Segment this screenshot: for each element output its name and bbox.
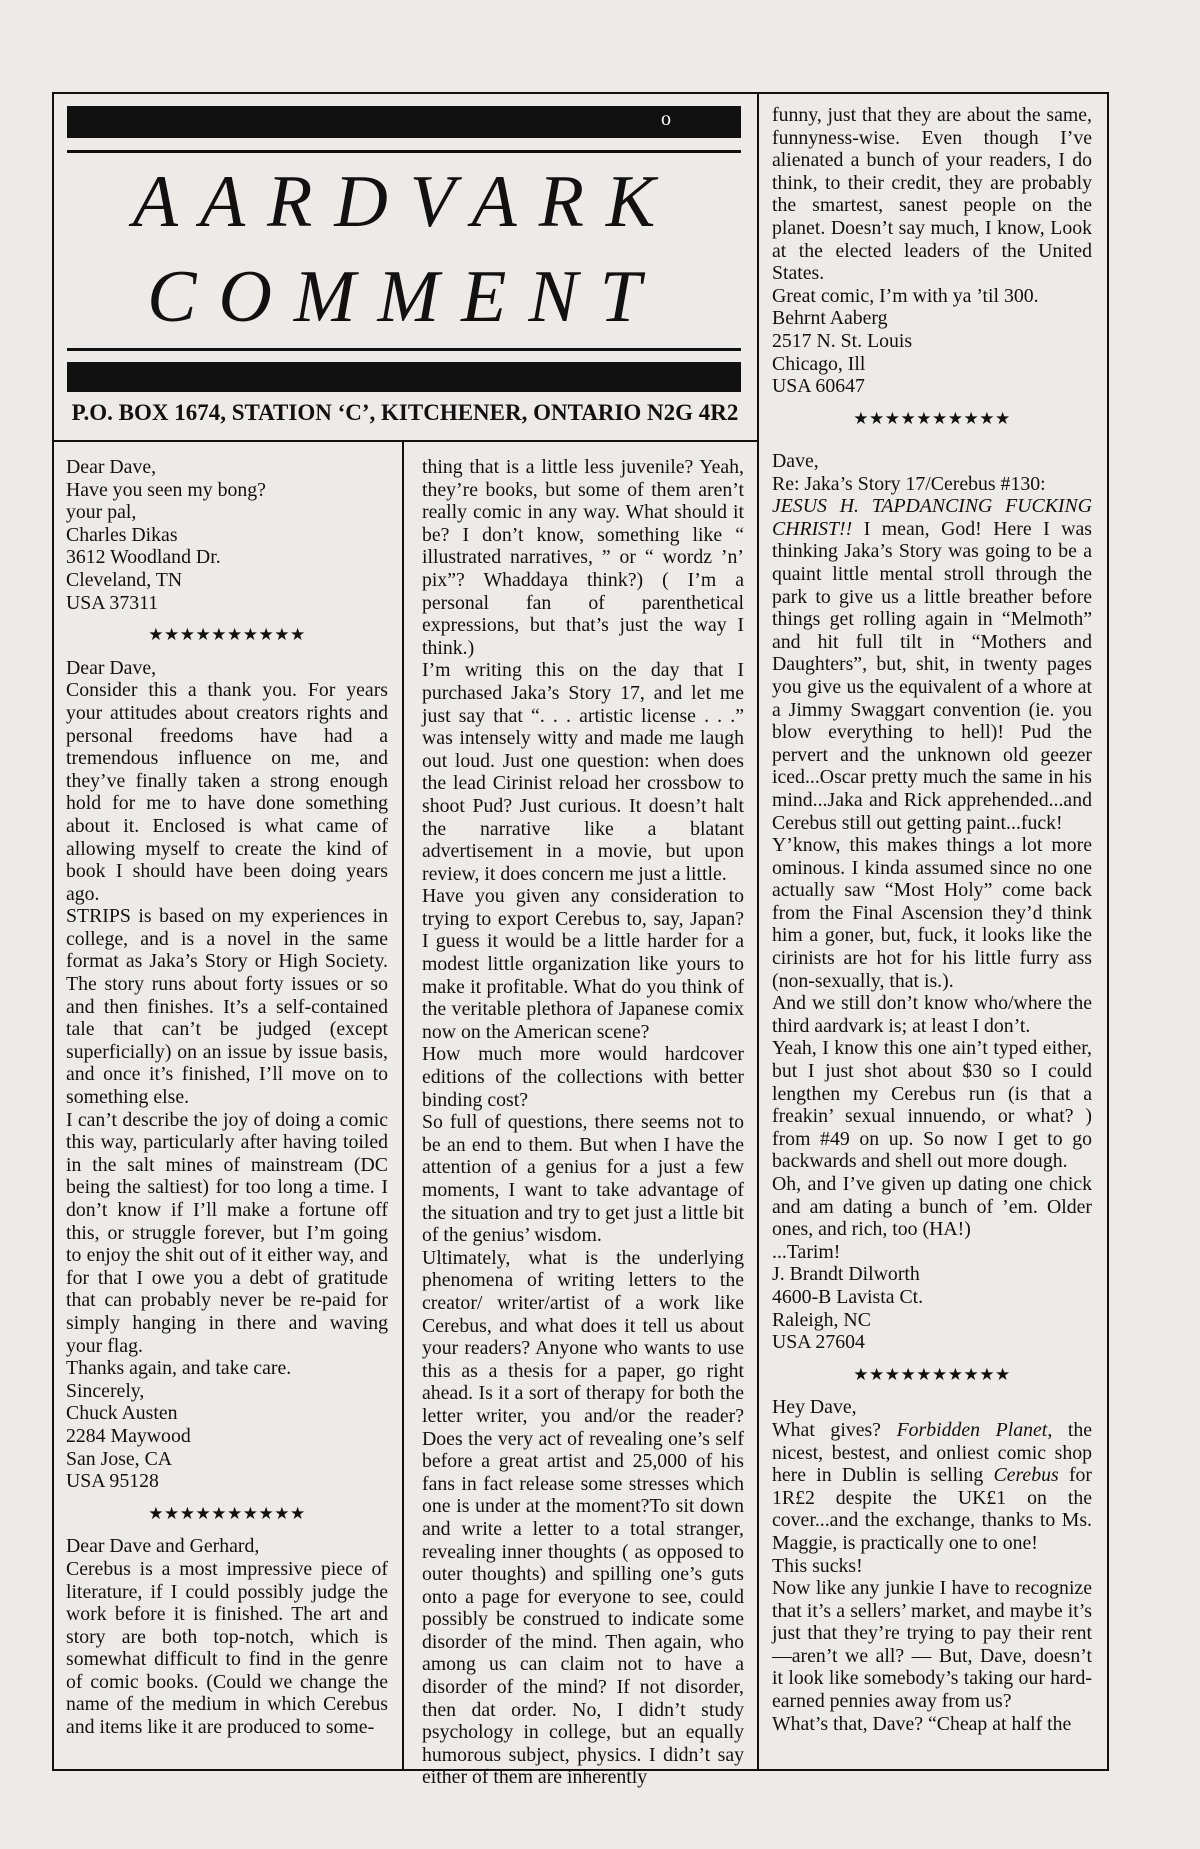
letter-text <box>772 495 1092 834</box>
letter-text: Y’know, this makes things a lot more ominous. I kinda assumed since no one actually saw “Most Holy” come back from the Final Ascension they’d think him a goner, but, fuck, it looks like the cirinists are hot for his little furry ass (non-sexually, that is.). <box>772 834 1092 992</box>
address-line: 2284 Maywood <box>66 1424 191 1447</box>
letter-text: I can’t describe the joy of doing a comic this way, particularly after having toiled in the salt mines of mainstream (DC being the saltiest) for too long a time. I don’t know if I’ll make a fortune off this, or struggle forever, but I’m going to enjoy the shit out of it either way, and for that I owe you a debt of gratitude that can probably never be re-paid for simply hanging in there and waving your flag. <box>66 1108 388 1357</box>
address-line: 3612 Woodland Dr. <box>66 546 221 569</box>
signature: Behrnt Aaberg <box>772 307 888 330</box>
letter-text: Now like any junkie I have to recognize that it’s a sellers’ market, and maybe it’s just that they’re trying to pay their rent—aren’t we all? — But, Dave, doesn’t it look like somebody’s taking our hard-earned pennies away from us? <box>772 1577 1092 1713</box>
signature: J. Brandt Dilworth <box>772 1263 920 1286</box>
letter-text <box>772 1419 1092 1555</box>
address-line: USA 37311 <box>66 591 159 614</box>
address-line: Chicago, Ill <box>772 352 866 375</box>
address-line: USA 95128 <box>66 1470 159 1493</box>
letter-text: Cerebus is a most impressive piece of literature, if I could possibly judge the work before it is finished. The art and story are both top-notch, which is somewhat difficult to find in the genre of comic books. (Could we change the name of the medium in which Cerebus and items like it are produced to some- <box>66 1557 388 1739</box>
letter-text: Oh, and I’ve given up dating one chick and am dating a bunch of ’em. Older ones, and rich, too (HA!) <box>772 1173 1092 1241</box>
masthead-title-line2: COMMENT <box>147 256 663 338</box>
address-line: Cleveland, TN <box>66 568 183 591</box>
letter-text: Have you seen my bong? <box>66 478 266 501</box>
letter-text: Ultimately, what is the underlying phenomena of writing letters to the creator/ writer/artist of a work like Cerebus, and what does it tell us about your readers? Anyone who wants to use this as a thesis for a paper, go right ahead. Is it a sort of therapy for both the letter writer, you and/or the reader? Does the very act of revealing one’s self before a great artist and 25,000 of his fans in fact release some stresses which one is under at the moment?To sit down and write a letter to a total stranger, revealing inner thoughts ( as opposed to outer thoughts) and spilling one’s guts onto a page for everyone to see, could possibly be construed to indicate some disorder of the mind. Then again, who among us can claim not to have a disorder of the mind? If not disorder, then dat order. No, I didn’t study psychology in college, but an equally humorous subject, physics. I didn’t say either of them are inherently <box>422 1246 744 1789</box>
letter-text: thing that is a little less juvenile? Yeah, they’re books, but some of them aren’t really comic in any way. What should it be? I don’t know, something like “ illustrated narratives, ” or “ wordz ’n’ pix”? Whaddaya think?) ( I’m a personal fan of parenthetical expressions, but that’s just the way I think.) <box>422 456 744 659</box>
masthead-bottom-border <box>52 440 758 442</box>
text-span: What gives? <box>772 1418 897 1441</box>
signature: Chuck Austen <box>66 1402 178 1425</box>
letter-text: Have you given any consideration to trying to export Cerebus to, say, Japan? I guess it would be a little harder for a modest little organization like yours to make it profitable. What do you think of the veritable plethora of Japanese comix now on the American scene? <box>422 885 744 1043</box>
letter-text: What’s that, Dave? “Cheap at half the <box>772 1712 1072 1735</box>
letter-text: Yeah, I know this one ain’t typed either, but I just shot about $30 so I could lengthen my Cerebus run (is that a freakin’ sexual innuendo, or what? ) from #49 on up. So now I get to go backwards and shell out more dough. <box>772 1037 1092 1173</box>
address-line: 4600-B Lavista Ct. <box>772 1285 924 1308</box>
mailing-address: P.O. BOX 1674, STATION ‘C’, KITCHENER, ONTARIO N2G 4R2 <box>71 400 739 425</box>
letter-text-span: I mean, God! Here I was thinking Jaka’s Story was going to be a quaint little mental stroll through the park to give us a little breather before things get rolling again in “Melmoth” and hit full tilt in “Mothers and Daughters”, but, shit, in twenty pages you give us the equivalent of a whore at a Jimmy Swaggart convention (ie. you blow everything to hell)! Pud the pervert and the unknown old geezer iced...Oscar pretty much the same in his mind...Jaka and Rick apprehended...and Cerebus still out getting paint...fuck! <box>772 517 1092 834</box>
star-separator: ★★★★★★★★★★ <box>853 1364 1011 1384</box>
column-2 <box>422 456 744 1789</box>
salutation: Dear Dave and Gerhard, <box>66 1535 260 1558</box>
masthead-top-bar <box>67 106 741 138</box>
letter-text: STRIPS is based on my experiences in college, and is a novel in the same format as Jaka’s Story or High Society. The story runs about forty issues or so and then finishes. It’s a self-contained tale that can’t be judged (except superficially) on an issue by issue basis, and once it’s finished, I’ll move on to something else. <box>66 905 388 1109</box>
title-emphasis: Forbidden Planet <box>896 1418 1048 1441</box>
address-line: San Jose, CA <box>66 1447 173 1470</box>
letter-text: Consider this a thank you. For years your attitudes about creators rights and personal freedoms have had a tremendous influence on me, and they’ve finally taken a strong enough hold for me to have done something about it. Enclosed is what came of allowing myself to create the kind of book I should have been doing years ago. <box>66 679 388 905</box>
star-separator: ★★★★★★★★★★ <box>148 1503 306 1523</box>
salutation: Hey Dave, <box>772 1396 857 1419</box>
text-span: for 1R£2 despite the UK£1 on the cover...and the exchange, thanks to Ms. Maggie, is practically one to one! <box>772 1464 1093 1554</box>
closing: your pal, <box>66 501 137 524</box>
column-1 <box>66 456 388 1739</box>
salutation: Dear Dave, <box>66 456 157 478</box>
text-span: , the nicest, bestest, and onliest comic shop here in Dublin is selling <box>772 1418 1093 1487</box>
letter-text: funny, just that they are about the same, funnyness-wise. Even though I’ve alienated a bunch of your readers, I do think, to their credit, they are probably the smartest, sanest people on the planet. Doesn’t say much, I know, Look at the elected leaders of the United States. <box>772 104 1092 285</box>
signature: Charles Dikas <box>66 523 178 546</box>
letter-text: Thanks again, and take care. <box>66 1357 292 1380</box>
salutation: Dear Dave, <box>66 656 157 679</box>
masthead-rule-lower <box>67 348 741 351</box>
star-separator: ★★★★★★★★★★ <box>853 408 1011 428</box>
column-3-top <box>772 104 1092 440</box>
address-line: Raleigh, NC <box>772 1308 871 1331</box>
column-3-lower <box>772 450 1092 1735</box>
column-divider-left <box>402 440 404 1771</box>
letter-text: This sucks! <box>772 1554 863 1577</box>
closing: Sincerely, <box>66 1379 145 1402</box>
masthead-title-line1: AARDVARK <box>132 161 678 243</box>
letter-text: Re: Jaka’s Story 17/Cerebus #130: <box>772 472 1046 495</box>
masthead-bar-mark: o <box>661 108 671 130</box>
letter-text: And we still don’t know who/where the third aardvark is; at least I don’t. <box>772 992 1092 1037</box>
letter-text: So full of questions, there seems not to be an end to them. But when I have the attention of a genius for a just a few moments, I want to take advantage of the situation and try to get just a little bit of the genius’ wisdom. <box>422 1111 744 1247</box>
address-line: 2517 N. St. Louis <box>772 329 913 352</box>
title-emphasis: Cerebus <box>993 1464 1059 1487</box>
address-line: USA 27604 <box>772 1331 865 1354</box>
address-line: USA 60647 <box>772 375 865 398</box>
masthead-rule <box>67 150 741 153</box>
salutation: Dave, <box>772 450 819 472</box>
column-divider-right <box>757 92 759 1771</box>
letter-text: Great comic, I’m with ya ’til 300. <box>772 284 1039 307</box>
letter-emphasis: JESUS H. TAPDANCING FUCKING CHRIST!! <box>772 495 1092 540</box>
letter-text: I’m writing this on the day that I purchased Jaka’s Story 17, and let me just say that “. . . artistic license . . .” was intensely witty and made me laugh out loud. Just one question: when does the lead Cirinist reload her crossbow to shoot Pud? Just curious. It doesn’t halt the narrative like a blatant advertisement in a movie, but upon review, it does concern me just a little. <box>422 659 744 885</box>
star-separator: ★★★★★★★★★★ <box>148 625 306 645</box>
closing: ...Tarim! <box>772 1240 841 1263</box>
letter-text: How much more would hardcover editions of the collections with better binding cost? <box>422 1043 744 1111</box>
masthead-bottom-bar <box>67 362 741 392</box>
